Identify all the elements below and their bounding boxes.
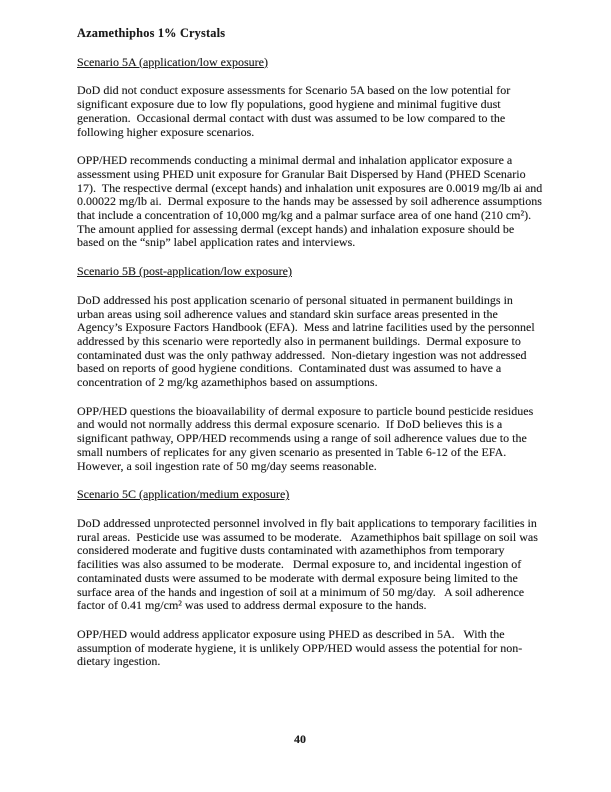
paragraph-5c-2: OPP/HED would address applicator exposure using PHED as described in 5A. With the assumption of moderate hygiene, it is unlikely OPP/HED would assess the potential for non-dietary ingestion. [77, 626, 523, 669]
paragraph-5b-2: OPP/HED questions the bioavailability of dermal exposure to particle bound pesticide residues and would not normally address this dermal exposure scenario. If DoD believes this is a significant pathway, OPP/HED recommends using a range of soil adherence values due to the small numbers of replicates for any given scenario as presented in Table 6-12 of the EFA. However, a soil ingestion rate of 50 mg/day seems reasonable. [77, 403, 537, 473]
document-content [77, 26, 546, 684]
paragraph-5b-1: DoD addressed his post application scenario of personal situated in permanent buildings in urban areas using soil adherence values and standard skin surface areas presented in the Agency’s Exposure Factors Handbook (EFA). Mess and latrine facilities used by the personnel addressed by this scenario were reportedly also in permanent buildings. Dermal exposure to contaminated dust was the only pathway addressed. Non-dietary ingestion was not addressed based on reports of good hygiene conditions. Contaminated dust was assumed to have a concentration of 2 mg/kg azamethiphos based on assumptions. [77, 292, 538, 390]
page-number: 40 [294, 732, 306, 746]
paragraph-5a-1: DoD did not conduct exposure assessments for Scenario 5A based on the low potential for significant exposure due to low fly populations, good hygiene and minimal fugitive dust generation. Occasional dermal contact with dust was assumed to be low compared to the following higher exposure scenarios. [77, 83, 514, 139]
section-heading-scenario-5b: Scenario 5B (post-application/low exposure) [77, 264, 292, 279]
section-heading-scenario-5a: Scenario 5A (application/low exposure) [77, 54, 268, 69]
section-heading-scenario-5c: Scenario 5C (application/medium exposure) [77, 487, 290, 502]
paragraph-5c-1: DoD addressed unprotected personnel involved in fly bait applications to temporary facilities in rural areas. Pesticide use was assumed to be moderate. Azamethiphos bait spillage on soil was considered moderate and fugitive dusts contaminated with azamethiphos from temporary facilities was also assumed to be moderate. Dermal exposure to, and incidental ingestion of contaminated dusts were assumed to be moderate with dermal exposure being limited to the surface area of the hands and ingestion of soil at a minimum of 50 mg/day. A soil adherence factor of 0.41 mg/cm² was used to address dermal exposure to the hands. [77, 515, 541, 613]
paragraph-5a-2: OPP/HED recommends conducting a minimal dermal and inhalation applicator exposure a assessment using PHED unit exposure for Granular Bait Dispersed by Hand (PHED Scenario 17). The respective dermal (except hands) and inhalation unit exposures are 0.0019 mg/lb ai and 0.00022 mg/lb ai. Dermal exposure to the hands may be assessed by soil adherence assumptions that include a concentration of 10,000 mg/kg and a palmar surface area of one hand (210 cm²). The amount applied for assessing dermal (except hands) and inhalation exposure should be based on the “snip” label application rates and interviews. [77, 153, 546, 250]
document-title: Azamethiphos 1% Crystals [77, 26, 226, 40]
